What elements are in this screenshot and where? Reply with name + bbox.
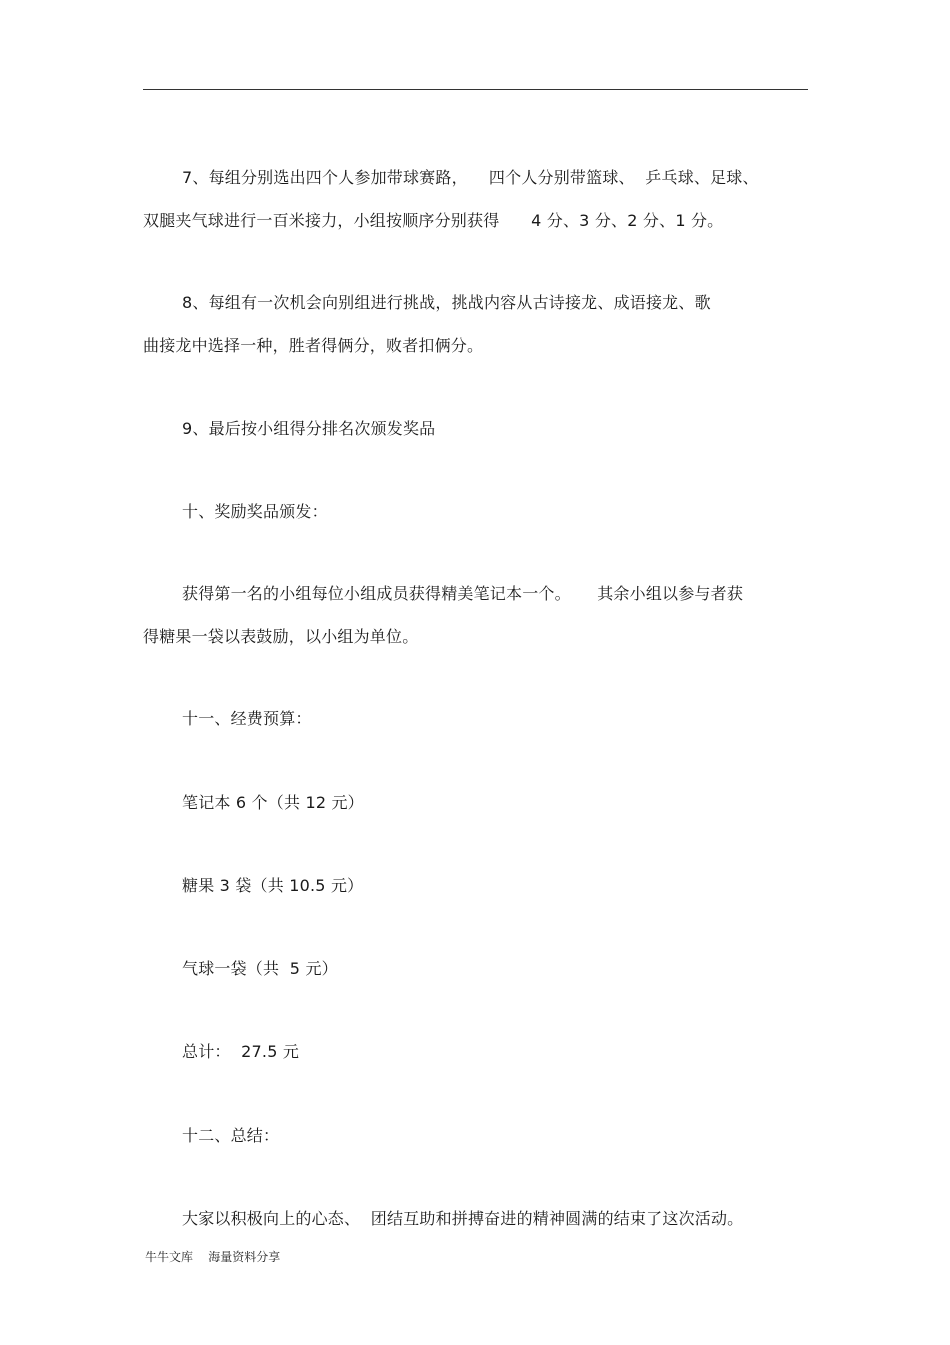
footer-text: 牛牛文库 海量资料分享	[145, 1250, 281, 1264]
award-line-2: 得糖果一袋以表鼓励，以小组为单位。	[143, 627, 419, 646]
para-8-line-1: 8、每组有一次机会向别组进行挑战，挑战内容从古诗接龙、成语接龙、歌	[182, 293, 711, 312]
summary-line: 大家以积极向上的心态、 团结互助和拼搏奋进的精神圆满的结束了这次活动。	[182, 1209, 744, 1228]
budget-notebook: 笔记本 6 个（共 12 元）	[182, 793, 364, 812]
para-7-line-1: 7、每组分别选出四个人参加带球赛路， 四个人分别带篮球、 乒乓球、足球、	[182, 168, 759, 187]
budget-balloon: 气球一袋（共 5 元）	[182, 959, 338, 978]
budget-candy: 糖果 3 袋（共 10.5 元）	[182, 876, 364, 895]
para-8-line-2: 曲接龙中选择一种，胜者得俩分，败者扣俩分。	[143, 336, 484, 355]
section-11-heading: 十一、经费预算：	[182, 709, 312, 728]
award-line-1: 获得第一名的小组每位小组成员获得精美笔记本一个。 其余小组以参与者获	[182, 584, 744, 603]
section-12-heading: 十二、总结：	[182, 1126, 280, 1145]
para-7-line-2: 双腿夹气球进行一百米接力，小组按顺序分别获得 4 分、3 分、2 分、1 分。	[143, 211, 724, 230]
header-rule	[143, 89, 808, 90]
para-9: 9、最后按小组得分排名次颁发奖品	[182, 419, 436, 438]
section-10-heading: 十、奖励奖品颁发：	[182, 502, 328, 521]
budget-total: 总计： 27.5 元	[182, 1042, 300, 1061]
